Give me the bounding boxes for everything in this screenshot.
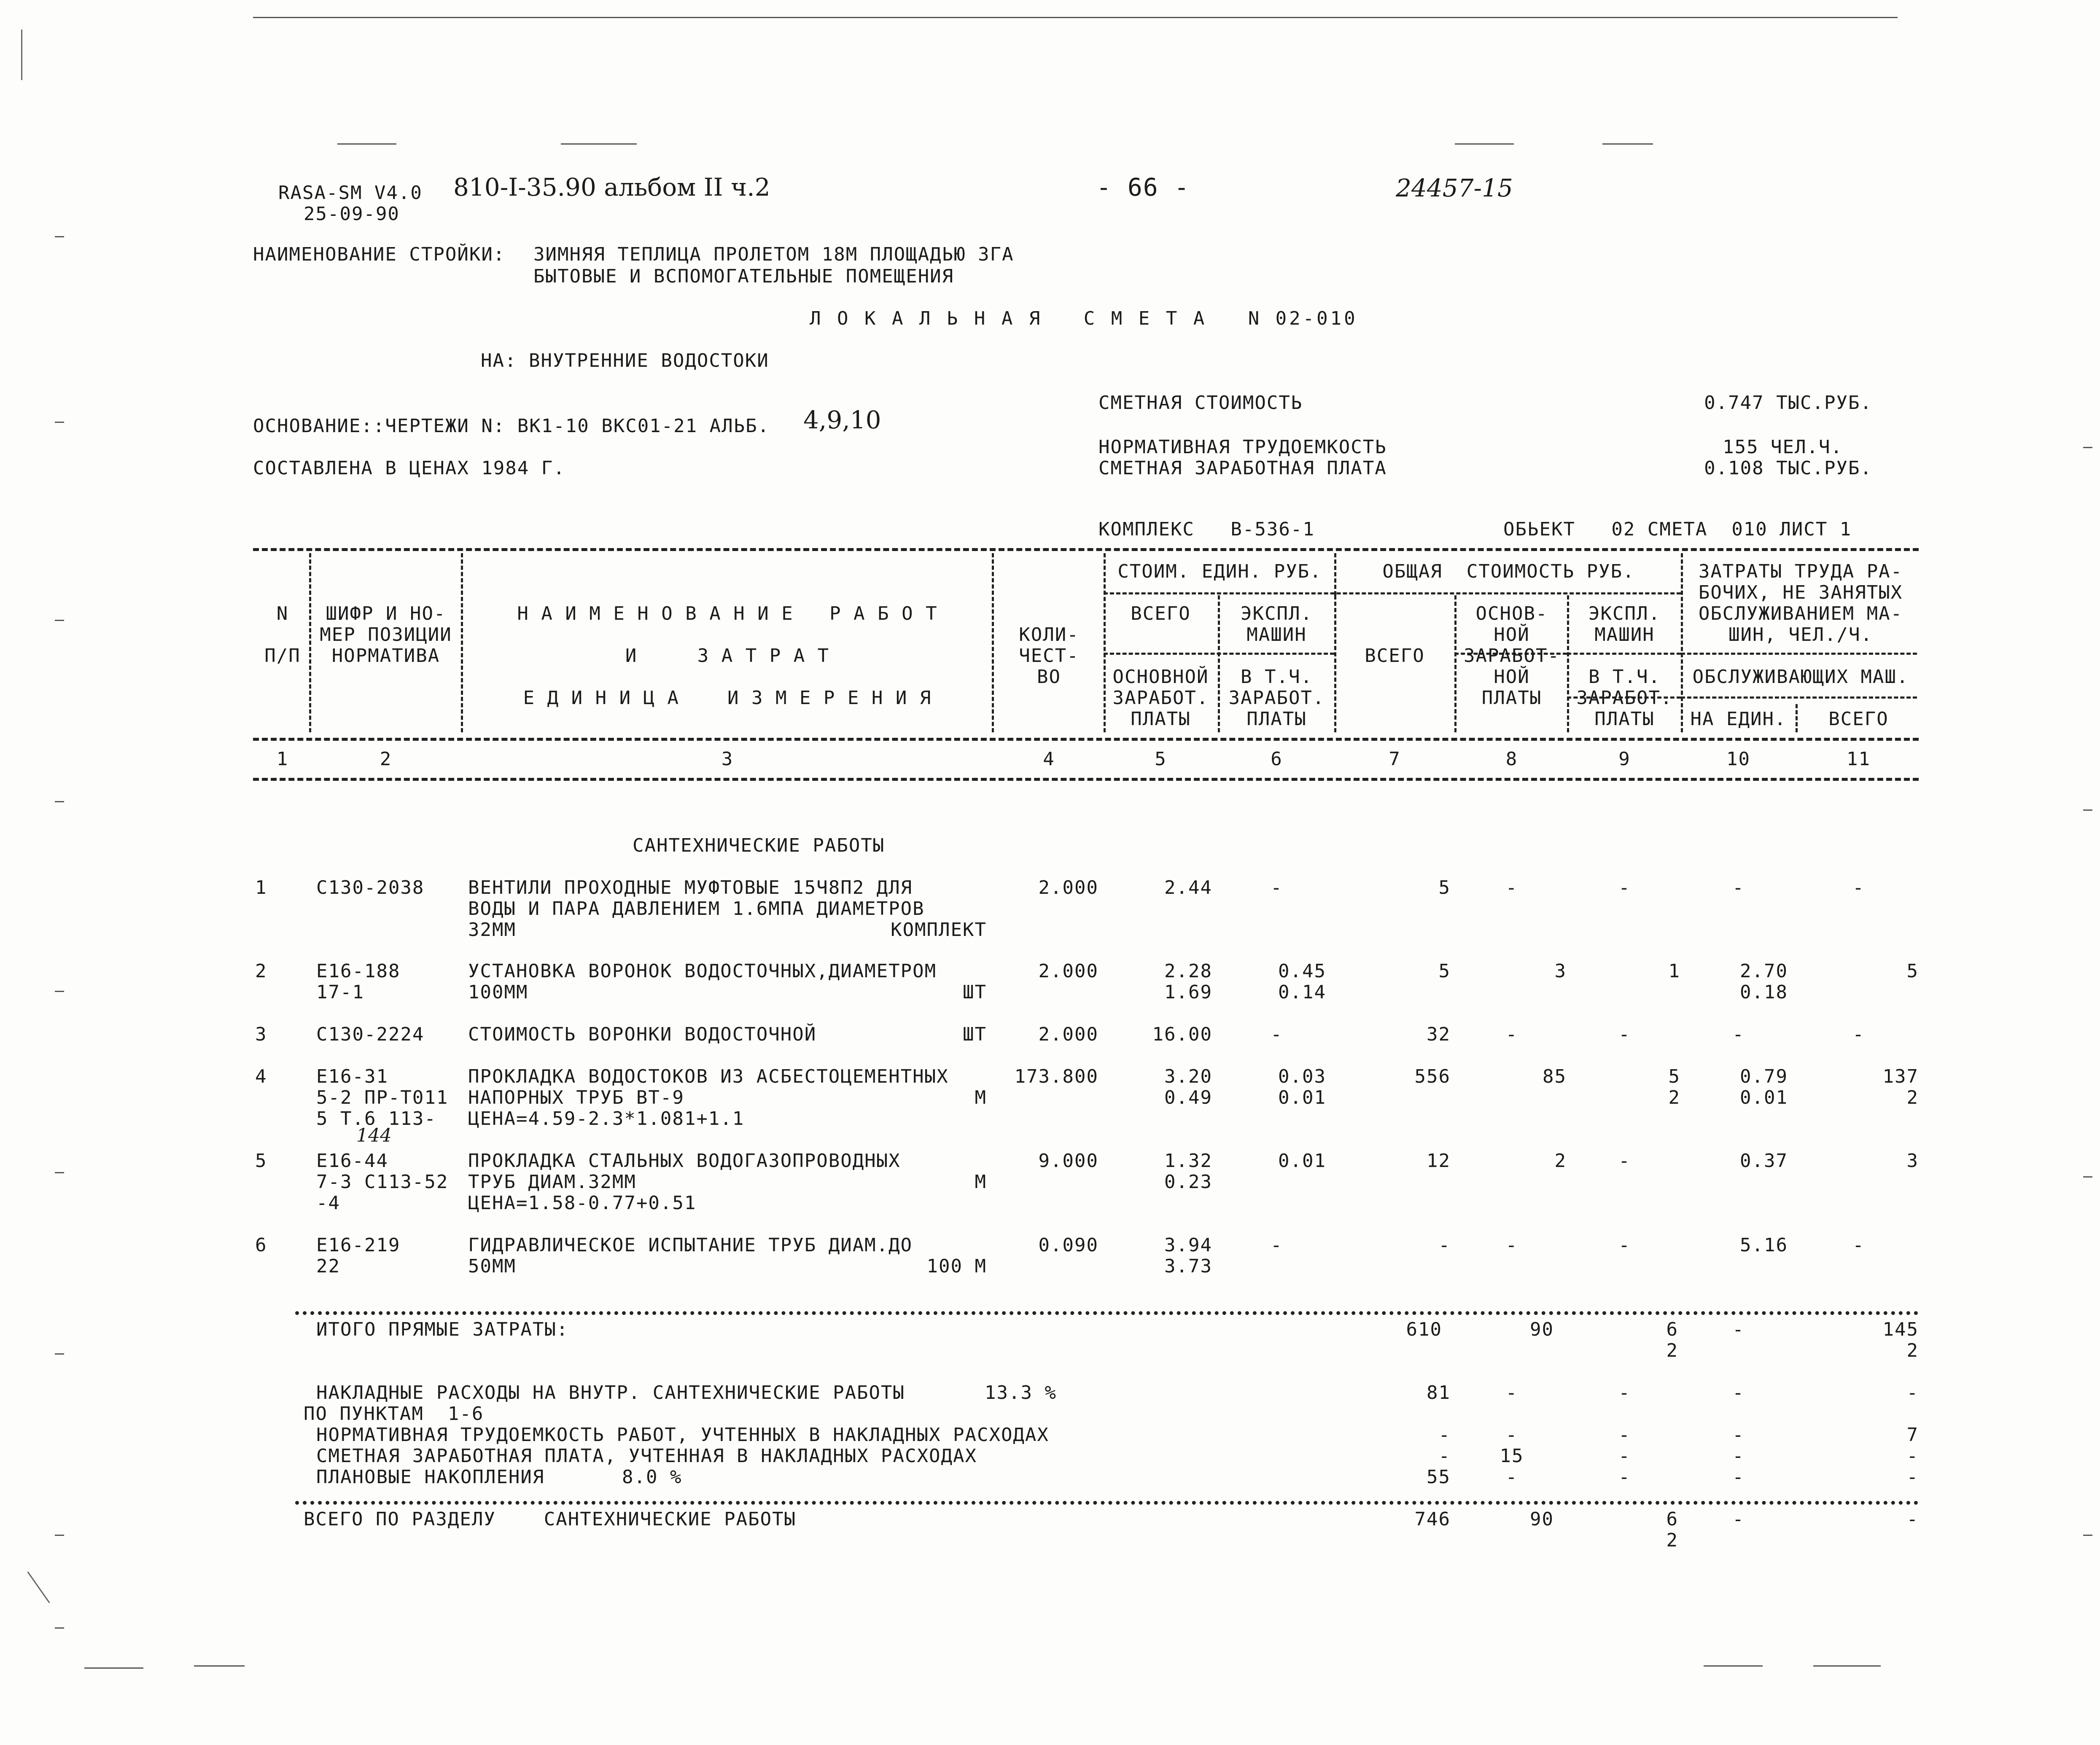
cell-c8: - bbox=[1505, 1424, 1518, 1446]
row-name: 50ММ bbox=[468, 1256, 516, 1277]
column-number: 10 bbox=[1726, 748, 1750, 770]
row-number: 6 bbox=[255, 1234, 267, 1256]
cell-c9: - bbox=[1618, 1234, 1631, 1256]
estimate-title: Л О К А Л Ь Н А Я С М Е Т А N 02-010 bbox=[810, 308, 1358, 329]
col11-header: ВСЕГО bbox=[1828, 708, 1889, 730]
row-qty: 173.800 bbox=[1014, 1066, 1098, 1087]
album-reference: 810-I-35.90 альбом II ч.2 bbox=[453, 173, 770, 202]
subheader-rule bbox=[1681, 696, 1917, 699]
col-code-header-1: ШИФР И НО- bbox=[326, 603, 446, 624]
cell-c10: - bbox=[1732, 1466, 1745, 1488]
row-code: 5-2 ПР-Т011 bbox=[316, 1087, 449, 1108]
row-unit: ШТ bbox=[963, 981, 987, 1003]
cell-c8: 2 bbox=[1554, 1150, 1567, 1172]
cell-c7: 556 bbox=[1414, 1066, 1451, 1087]
row-code: 17-1 bbox=[316, 981, 364, 1003]
row-number: 3 bbox=[255, 1024, 267, 1045]
cell-c10: - bbox=[1732, 1319, 1745, 1340]
totals-rule bbox=[295, 1311, 1919, 1315]
column-number: 11 bbox=[1847, 748, 1871, 770]
cell-c5: 2.44 bbox=[1164, 877, 1212, 898]
col-code-header-2: МЕР ПОЗИЦИИ bbox=[320, 624, 452, 645]
col8-header-3: ЗАРАБОТ- bbox=[1464, 645, 1560, 667]
column-divider bbox=[1454, 595, 1457, 732]
column-number: 2 bbox=[380, 748, 392, 770]
column-number: 1 bbox=[276, 748, 289, 770]
cell-c11: 2 bbox=[1906, 1340, 1919, 1361]
cell-c9: - bbox=[1618, 1382, 1631, 1404]
cell-c11: - bbox=[1906, 1445, 1919, 1467]
cell-c9: 2 bbox=[1666, 1340, 1678, 1361]
overhead-rate: 8.0 % bbox=[622, 1466, 682, 1488]
subheader-rule bbox=[1104, 592, 1681, 594]
column-number: 9 bbox=[1618, 748, 1631, 770]
cell-c10: 0.37 bbox=[1740, 1150, 1788, 1172]
cell-c8: 90 bbox=[1530, 1508, 1554, 1530]
cell-c5: 3.94 bbox=[1164, 1234, 1212, 1256]
cell-c6: 0.45 bbox=[1278, 960, 1326, 982]
scan-mark-left bbox=[21, 30, 22, 80]
section-total-rule bbox=[295, 1501, 1919, 1505]
cell-c10: 0.01 bbox=[1740, 1087, 1788, 1108]
cell-c6: 0.01 bbox=[1278, 1150, 1326, 1172]
col5-header-bottom-3: ПЛАТЫ bbox=[1131, 708, 1191, 730]
cell-c11: 145 bbox=[1882, 1319, 1919, 1340]
col8-header-5: ПЛАТЫ bbox=[1481, 687, 1542, 709]
row-name: ПРОКЛАДКА СТАЛЬНЫХ ВОДОГАЗОПРОВОДНЫХ bbox=[468, 1150, 901, 1172]
column-number: 7 bbox=[1389, 748, 1401, 770]
row-unit: 100 М bbox=[926, 1256, 987, 1277]
print-date: 25-09-90 bbox=[304, 203, 400, 225]
construction-label: НАИМЕНОВАНИЕ СТРОЙКИ: bbox=[253, 244, 506, 265]
cell-c8: - bbox=[1505, 1466, 1518, 1488]
cell-c9: 2 bbox=[1666, 1530, 1678, 1551]
cell-c11: 5 bbox=[1906, 960, 1919, 982]
cell-c11: 3 bbox=[1906, 1150, 1919, 1172]
cell-c9: - bbox=[1618, 1024, 1631, 1045]
cell-c8: 85 bbox=[1543, 1066, 1567, 1087]
cell-c7: 32 bbox=[1427, 1024, 1451, 1045]
col6-header-top-2: МАШИН bbox=[1247, 624, 1307, 645]
col-name-header-1: Н А И М Е Н О В А Н И Е Р А Б О Т bbox=[517, 603, 938, 624]
subheader-rule bbox=[1567, 653, 1681, 655]
col9-header-3: В Т.Ч. bbox=[1588, 666, 1661, 688]
cell-c11: - bbox=[1852, 877, 1865, 898]
cell-c9: - bbox=[1618, 1445, 1631, 1467]
row-number: 1 bbox=[255, 877, 267, 898]
col9-header-2: МАШИН bbox=[1594, 624, 1655, 645]
row-name: ПРОКЛАДКА ВОДОСТОКОВ ИЗ АСБЕСТОЦЕМЕНТНЫХ bbox=[468, 1066, 949, 1087]
cell-c11: 2 bbox=[1906, 1087, 1919, 1108]
wage-label: СМЕТНАЯ ЗАРАБОТНАЯ ПЛАТА bbox=[1098, 457, 1387, 479]
labor-header-1: ЗАТРАТЫ ТРУДА РА- bbox=[1698, 561, 1903, 582]
col9-header-1: ЭКСПЛ. bbox=[1588, 603, 1661, 624]
column-number: 6 bbox=[1271, 748, 1283, 770]
cell-c10: - bbox=[1732, 1508, 1745, 1530]
construction-name-line1: ЗИМНЯЯ ТЕПЛИЦА ПРОЛЕТОМ 18М ПЛОЩАДЬЮ 3ГА bbox=[533, 244, 1014, 265]
cell-c9: 5 bbox=[1668, 1066, 1680, 1087]
cell-c9: - bbox=[1618, 877, 1631, 898]
cell-c7: 610 bbox=[1406, 1319, 1442, 1340]
row-code: 22 bbox=[316, 1256, 340, 1277]
col6-header-bottom-3: ПЛАТЫ bbox=[1247, 708, 1307, 730]
col-qty-header-1: КОЛИ- bbox=[1019, 624, 1079, 645]
overhead-label: НОРМАТИВНАЯ ТРУДОЕМКОСТЬ РАБОТ, УЧТЕННЫХ В НАКЛАДНЫХ РАСХОДАХ bbox=[316, 1424, 1049, 1446]
col8-header-4: НОЙ bbox=[1494, 666, 1530, 688]
cell-c7: - bbox=[1438, 1424, 1451, 1446]
scan-edge-top bbox=[253, 17, 1898, 18]
cell-c9: - bbox=[1618, 1466, 1631, 1488]
row-name: ТРУБ ДИАМ.32ММ bbox=[468, 1171, 636, 1193]
col9-header-5: ПЛАТЫ bbox=[1594, 708, 1655, 730]
labor-header-2: БОЧИХ, НЕ ЗАНЯТЫХ bbox=[1698, 582, 1903, 603]
cell-c7: - bbox=[1438, 1445, 1451, 1467]
cell-c9: 1 bbox=[1668, 960, 1680, 982]
cell-c7: - bbox=[1438, 1234, 1451, 1256]
row-name: НАПОРНЫХ ТРУБ ВТ-9 bbox=[468, 1087, 684, 1108]
cell-c8: - bbox=[1505, 1234, 1518, 1256]
cell-c9: 6 bbox=[1666, 1508, 1678, 1530]
cell-c7: 81 bbox=[1427, 1382, 1451, 1404]
row-number: 2 bbox=[255, 960, 267, 982]
cell-c8: - bbox=[1505, 1024, 1518, 1045]
program-version: RASA-SM V4.0 bbox=[278, 182, 423, 204]
row-unit: М bbox=[975, 1171, 987, 1193]
row-code: 5 Т.6 113- bbox=[316, 1108, 436, 1129]
col7-header: ВСЕГО bbox=[1365, 645, 1425, 667]
labor-label: НОРМАТИВНАЯ ТРУДОЕМКОСТЬ bbox=[1098, 436, 1387, 458]
row-code-handwritten: 144 bbox=[356, 1125, 392, 1146]
row-name: ВОДЫ И ПАРА ДАВЛЕНИЕМ 1.6МПА ДИАМЕТРОВ bbox=[468, 898, 925, 920]
col-n-header: N bbox=[276, 603, 289, 624]
cell-c5: 3.20 bbox=[1164, 1066, 1212, 1087]
column-divider bbox=[461, 553, 463, 732]
row-qty: 2.000 bbox=[1038, 877, 1098, 898]
cell-c9: 2 bbox=[1668, 1087, 1680, 1108]
cell-c11: - bbox=[1852, 1234, 1865, 1256]
row-name: УСТАНОВКА ВОРОНОК ВОДОСТОЧНЫХ,ДИАМЕТРОМ bbox=[468, 960, 937, 982]
column-divider bbox=[309, 553, 311, 732]
column-numbers-rule bbox=[253, 778, 1919, 781]
row-name: 100ММ bbox=[468, 981, 528, 1003]
cell-c7: 12 bbox=[1427, 1150, 1451, 1172]
labor-header-5: ОБСЛУЖИВАЮЩИХ МАШ. bbox=[1692, 666, 1909, 688]
scan-dash bbox=[1704, 1665, 1763, 1667]
row-qty: 2.000 bbox=[1038, 1024, 1098, 1045]
row-unit: КОМПЛЕКТ bbox=[891, 919, 987, 941]
unit-cost-header: СТОИМ. ЕДИН. РУБ. bbox=[1117, 561, 1322, 582]
row-code: -4 bbox=[316, 1192, 340, 1214]
col9-header-4: ЗАРАБОТ. bbox=[1576, 687, 1673, 709]
row-code: Е16-31 bbox=[316, 1066, 388, 1087]
complex-code: КОМПЛЕКС В-536-1 bbox=[1098, 519, 1315, 540]
cell-c5: 3.73 bbox=[1164, 1256, 1212, 1277]
row-code: Е16-44 bbox=[316, 1150, 388, 1172]
overhead-label: СМЕТНАЯ ЗАРАБОТНАЯ ПЛАТА, УЧТЕННАЯ В НАКЛАДНЫХ РАСХОДАХ bbox=[316, 1445, 977, 1467]
row-unit: ШТ bbox=[963, 1024, 987, 1045]
row-code: Е16-188 bbox=[316, 960, 401, 982]
col5-header-bottom-2: ЗАРАБОТ. bbox=[1112, 687, 1209, 709]
column-number: 5 bbox=[1155, 748, 1167, 770]
row-qty: 2.000 bbox=[1038, 960, 1098, 982]
cell-c5: 2.28 bbox=[1164, 960, 1212, 982]
col8-header-1: ОСНОВ- bbox=[1475, 603, 1548, 624]
object-sheet: ОБЬЕКТ 02 СМЕТА 010 ЛИСТ 1 bbox=[1503, 519, 1852, 540]
row-code: Е16-219 bbox=[316, 1234, 401, 1256]
cell-c8: - bbox=[1505, 1382, 1518, 1404]
row-qty: 9.000 bbox=[1038, 1150, 1098, 1172]
column-divider bbox=[1796, 704, 1798, 732]
estimate-basis-albums: 4,9,10 bbox=[803, 406, 881, 434]
cell-c6: 0.01 bbox=[1278, 1087, 1326, 1108]
construction-name-line2: БЫТОВЫЕ И ВСПОМОГАТЕЛЬНЫЕ ПОМЕЩЕНИЯ bbox=[533, 266, 954, 287]
cell-c5: 1.32 bbox=[1164, 1150, 1212, 1172]
document-number: 24457-15 bbox=[1396, 174, 1513, 202]
cell-c5: 16.00 bbox=[1152, 1024, 1212, 1045]
cell-c10: - bbox=[1732, 1424, 1745, 1446]
subheader-rule bbox=[1104, 653, 1334, 655]
section-title: САНТЕХНИЧЕСКИЕ РАБОТЫ bbox=[633, 835, 885, 856]
cell-c10: 0.18 bbox=[1740, 981, 1788, 1003]
cell-c6: 0.03 bbox=[1278, 1066, 1326, 1087]
overhead-rate: 13.3 % bbox=[985, 1382, 1057, 1404]
col-qty-header-3: ВО bbox=[1037, 666, 1061, 688]
row-name: ЦЕНА=1.58-0.77+0.51 bbox=[468, 1192, 697, 1214]
row-code: С130-2224 bbox=[316, 1024, 425, 1045]
subheader-rule bbox=[1681, 653, 1917, 655]
cell-c5: 1.69 bbox=[1164, 981, 1212, 1003]
row-name: ВЕНТИЛИ ПРОХОДНЫЕ МУФТОВЫЕ 15Ч8П2 ДЛЯ bbox=[468, 877, 913, 898]
col10-header: НА ЕДИН. bbox=[1690, 708, 1787, 730]
cell-c10: - bbox=[1732, 877, 1745, 898]
cell-c5: 0.49 bbox=[1164, 1087, 1212, 1108]
scan-dash bbox=[194, 1665, 245, 1667]
col-n-header-2: П/П bbox=[264, 645, 301, 667]
cell-c7: 5 bbox=[1438, 877, 1451, 898]
estimate-cost-label: СМЕТНАЯ СТОИМОСТЬ bbox=[1098, 392, 1303, 414]
estimate-basis: ОСНОВАНИЕ::ЧЕРТЕЖИ N: ВК1-10 ВКС01-21 АЛЬБ. bbox=[253, 415, 770, 437]
scan-dash bbox=[84, 1667, 143, 1669]
labor-value: 155 ЧЕЛ.Ч. bbox=[1723, 436, 1843, 458]
row-number: 5 bbox=[255, 1150, 267, 1172]
scan-dash bbox=[1813, 1665, 1881, 1667]
col6-header-top-1: ЭКСПЛ. bbox=[1241, 603, 1313, 624]
scan-dash bbox=[561, 143, 637, 145]
col-name-header-3: Е Д И Н И Ц А И З М Е Р Е Н И Я bbox=[523, 687, 932, 709]
cell-c10: 2.70 bbox=[1740, 960, 1788, 982]
cell-c11: - bbox=[1906, 1466, 1919, 1488]
cell-c7: 5 bbox=[1438, 960, 1451, 982]
cell-c11: - bbox=[1906, 1382, 1919, 1404]
row-number: 4 bbox=[255, 1066, 267, 1087]
col-code-header-3: НОРМАТИВА bbox=[331, 645, 440, 667]
cell-c11: - bbox=[1852, 1024, 1865, 1045]
cell-c9: - bbox=[1618, 1424, 1631, 1446]
cell-c11: 137 bbox=[1882, 1066, 1919, 1087]
cell-c8: 3 bbox=[1554, 960, 1567, 982]
total-cost-header: ОБЩАЯ СТОИМОСТЬ РУБ. bbox=[1382, 561, 1635, 582]
col-name-header-2: И З А Т Р А Т bbox=[625, 645, 830, 667]
scan-dash bbox=[1602, 143, 1653, 145]
cell-c10: - bbox=[1732, 1024, 1745, 1045]
cell-c9: - bbox=[1618, 1150, 1631, 1172]
cell-c10: 5.16 bbox=[1740, 1234, 1788, 1256]
cell-c6: 0.14 bbox=[1278, 981, 1326, 1003]
row-qty: 0.090 bbox=[1038, 1234, 1098, 1256]
row-name: ГИДРАВЛИЧЕСКОЕ ИСПЫТАНИЕ ТРУБ ДИАМ.ДО bbox=[468, 1234, 913, 1256]
cell-c10: - bbox=[1732, 1445, 1745, 1467]
cell-c10: 0.79 bbox=[1740, 1066, 1788, 1087]
scan-dash bbox=[1455, 143, 1514, 145]
cell-c8: 15 bbox=[1500, 1445, 1524, 1467]
col6-header-bottom-2: ЗАРАБОТ. bbox=[1228, 687, 1325, 709]
header-bottom-rule bbox=[253, 738, 1919, 741]
labor-header-3: ОБСЛУЖИВАНИЕМ МА- bbox=[1698, 603, 1903, 624]
estimate-subject: НА: ВНУТРЕННИЕ ВОДОСТОКИ bbox=[481, 350, 769, 371]
cell-c7: 55 bbox=[1427, 1466, 1451, 1488]
column-divider bbox=[1218, 595, 1220, 732]
row-name: СТОИМОСТЬ ВОРОНКИ ВОДОСТОЧНОЙ bbox=[468, 1024, 817, 1045]
table-top-rule bbox=[253, 548, 1919, 551]
price-level: СОСТАВЛЕНА В ЦЕНАХ 1984 Г. bbox=[253, 457, 565, 479]
cell-c11: 7 bbox=[1906, 1424, 1919, 1446]
row-code: 7-3 С113-52 bbox=[316, 1171, 449, 1193]
column-number: 4 bbox=[1043, 748, 1055, 770]
column-divider bbox=[992, 553, 994, 732]
cell-c6: - bbox=[1271, 1024, 1283, 1045]
column-number: 3 bbox=[721, 748, 734, 770]
column-divider bbox=[1334, 595, 1336, 732]
cell-c11: - bbox=[1906, 1508, 1919, 1530]
col5-header-bottom-1: ОСНОВНОЙ bbox=[1112, 666, 1209, 688]
col8-header-2: НОЙ bbox=[1494, 624, 1530, 645]
overhead-items: ПО ПУНКТАМ 1-6 bbox=[304, 1403, 484, 1425]
row-name: ЦЕНА=4.59-2.3*1.081+1.1 bbox=[468, 1108, 745, 1129]
wage-value: 0.108 ТЫС.РУБ. bbox=[1704, 457, 1872, 479]
cell-c8: 90 bbox=[1530, 1319, 1554, 1340]
labor-header-4: ШИН, ЧЕЛ./Ч. bbox=[1728, 624, 1873, 645]
page-number: - 66 - bbox=[1096, 173, 1190, 202]
overhead-label: ПЛАНОВЫЕ НАКОПЛЕНИЯ bbox=[316, 1466, 545, 1488]
section-total-label: ВСЕГО ПО РАЗДЕЛУ САНТЕХНИЧЕСКИЕ РАБОТЫ bbox=[304, 1508, 797, 1530]
row-unit: М bbox=[975, 1087, 987, 1108]
col6-header-bottom-1: В Т.Ч. bbox=[1241, 666, 1313, 688]
cell-c6: - bbox=[1271, 1234, 1283, 1256]
estimate-cost-value: 0.747 ТЫС.РУБ. bbox=[1704, 392, 1872, 414]
column-number: 8 bbox=[1505, 748, 1518, 770]
overhead-label: НАКЛАДНЫЕ РАСХОДЫ НА ВНУТР. САНТЕХНИЧЕСКИЕ РАБОТЫ bbox=[316, 1382, 905, 1404]
row-name: 32ММ bbox=[468, 919, 516, 941]
direct-costs-label: ИТОГО ПРЯМЫЕ ЗАТРАТЫ: bbox=[316, 1319, 569, 1340]
cell-c5: 0.23 bbox=[1164, 1171, 1212, 1193]
row-code: С130-2038 bbox=[316, 877, 425, 898]
scan-dash bbox=[337, 143, 396, 145]
cell-c7: 746 bbox=[1414, 1508, 1451, 1530]
col5-header-top: ВСЕГО bbox=[1131, 603, 1191, 624]
cell-c9: 6 bbox=[1666, 1319, 1678, 1340]
cell-c8: - bbox=[1505, 877, 1518, 898]
cell-c10: - bbox=[1732, 1382, 1745, 1404]
cell-c6: - bbox=[1271, 877, 1283, 898]
col-qty-header-2: ЧЕСТ- bbox=[1019, 645, 1079, 667]
